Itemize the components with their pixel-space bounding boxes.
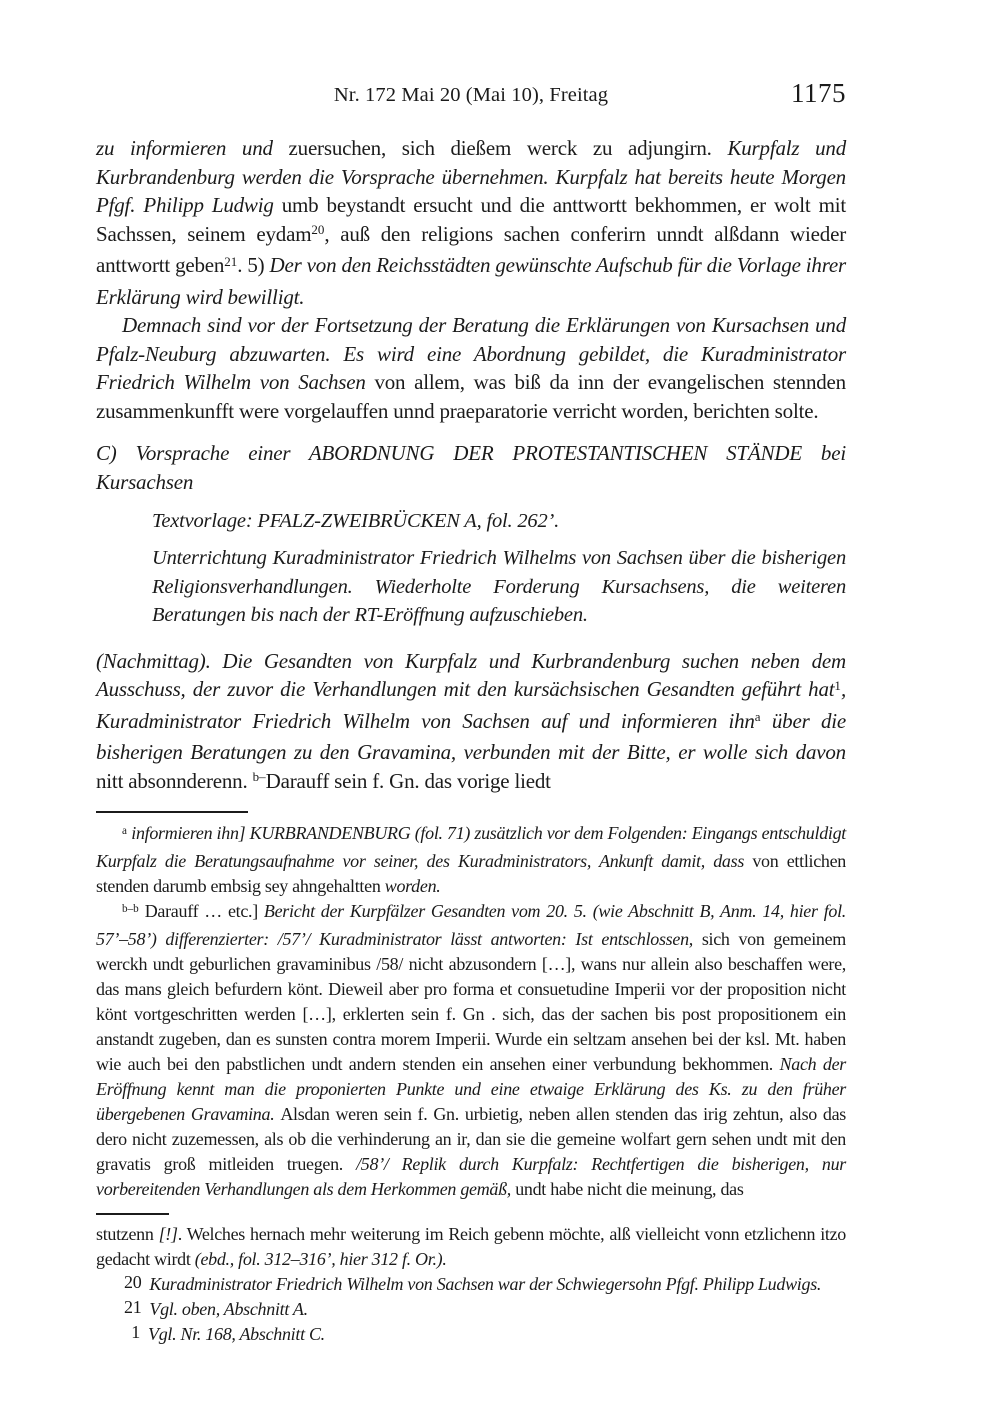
text-segment: [!] <box>158 1224 178 1244</box>
text-segment: . 5) <box>237 253 270 277</box>
text-segment: (Nachmittag). Die Gesandten von Kurpfalz und Kurbrandenburg suchen neben dem Ausschuss, der zuvor die Verhandlungen mit den kursächsischen Gesandten geführt hat <box>96 648 846 701</box>
text-segment: von allem, was biß da inn der evangelischen stennden zusammenkunfft were vorgelauffen unnd praeparatorie verricht worden, berichten solte. <box>96 370 846 423</box>
text-segment: . Welches hernach mehr weiterung im Reich gebenn möchte, alß vielleicht vonn etzlichenn itzo gedacht wirdt <box>96 1224 846 1269</box>
text-segment: Vgl. Nr. 168, Abschnitt C. <box>148 1324 325 1344</box>
text-segment: zu informieren und <box>96 136 273 160</box>
text-segment: umb beystandt ersucht und die anttwortt bekhommen, er wolt mit Sachssen, seinem eydam <box>96 193 846 246</box>
text-segment: Demnach sind vor der Fortsetzung der Beratung die Erklärungen von Kursachsen und Pfalz-Neuburg abzuwarten. Es wird eine Abordnung gebildet, die Kuradministrator Friedrich Wilhelm von Sachsen <box>96 313 846 394</box>
text-segment: undt habe nicht die meinung, das <box>515 1179 744 1199</box>
text-segment: Nach der Eröffnung kennt man die proponierten Punkte und eine etwaige Erklärung des Ks. zu den früher übergebenen Gravamina. <box>96 1054 846 1124</box>
text-segment: Der von den Reichsstädten gewünschte Aufschub für die Vorlage ihrer Erklärung wird bewilligt. <box>96 253 846 309</box>
footnote-number: 21 <box>124 1296 142 1317</box>
text-segment: stutzenn <box>96 1224 159 1244</box>
running-head: Nr. 172 Mai 20 (Mai 10), Freitag <box>333 84 609 106</box>
text-segment: Textvorlage: PFALZ-ZWEIBRÜCKEN A, fol. 262’. <box>152 510 560 532</box>
footnote-marker: a <box>754 709 761 725</box>
text-segment: sich von gemeinem werckh undt geburlichen gravaminibus /58/ nicht abzusondern […], wans nur allein also beschaffen were, das mans gleich befurdern könt. Dieweil aber pro forma et consuetudine Imperii vor der proposition nicht könt vortgeschritten werden […], erklerten sein f. Gn . sich, das der sachen bis post propositionem ein anstandt zugeben, dan es sunsten contra morem Imperii. Wurde ein seltzam ansehen bei der ksl. Mt. haben wie auch bei den pabstlichen undt andern stenden ein ansehen einer verbundung bekhommen. <box>96 929 846 1074</box>
text-segment: Bericht der Kurpfälzer Gesandten vom 20. 5. (wie Abschnitt B, Anm. 14, hier fol. 57’–58’) differenzierter: /57’/ Kuradministrator lässt antworten: Ist entschlossen, <box>96 901 846 949</box>
text-segment: , Kuradministrator Friedrich Wilhelm von Sachsen auf und informieren ihn <box>96 677 846 733</box>
textvorlage-line <box>152 507 846 535</box>
text-segment: nitt absonnderenn. <box>96 768 253 793</box>
text-segment: /58’/ Replik durch Kurpfalz: Rechtfertigen die bisherigen, nur vorbereitenden Verhandlungen als dem Herkommen gemäß, <box>96 1154 846 1199</box>
section-c-summary <box>152 544 846 630</box>
section-c-heading <box>96 439 846 497</box>
footnote-continuation-rule <box>96 1213 169 1215</box>
text-segment: Kuradministrator Friedrich Wilhelm von Sachsen war der Schwiegersohn Pfgf. Philipp Ludwigs. <box>149 1274 822 1294</box>
paragraph-demnach <box>96 311 846 425</box>
text-segment: Alsdan weren sein f. Gn. urbietig, neben allen stenden das irig zehtun, also das dero nicht zuzemessen, als ob die verhinderung an ir, dan sie die gemeine wolfart gern sehen undt mit den gravatis groß mitleiden truegen. <box>96 1104 847 1174</box>
text-segment: worden. <box>384 876 441 896</box>
text-segment: über die bisherigen Beratungen zu den Gravamina, verbunden mit der Bitte, er wolle sich davon <box>96 708 846 764</box>
paragraph-continuation-top <box>96 134 846 311</box>
text-segment: zuersuchen, sich dießem werck zu adjungirn. <box>272 136 728 160</box>
footnote-marker: 21 <box>224 253 238 269</box>
text-segment: Darauff … etc.] <box>138 901 264 921</box>
text-segment: Unterrichtung Kuradministrator Friedrich Wilhelms von Sachsen über die bisherigen Religionsverhandlungen. Wiederholte Forderung Kursachsens, die weiteren Beratungen bis nach der RT-Eröffnung aufzuschieben. <box>152 547 846 626</box>
footnote-marker: b– <box>252 769 266 785</box>
footnote-apparatus <box>96 821 846 1347</box>
paragraph-nachmittag <box>96 647 846 799</box>
footnote-marker: a <box>122 824 127 837</box>
text-segment: (ebd., fol. 312–316’, hier 312 f. Or.). <box>194 1249 447 1269</box>
footnote-number: 1 <box>131 1321 140 1342</box>
footnote-marker: b–b <box>122 902 139 915</box>
footnote-1 <box>96 1322 846 1347</box>
page-header <box>96 78 846 112</box>
text-segment: Darauff sein f. Gn. das vorige liedt <box>265 768 551 793</box>
footnote-b <box>96 899 846 1202</box>
text-segment: , auß den religions sachen conferirn unndt alßdann wieder anttwortt geben <box>96 221 846 277</box>
footnote-marker: 1 <box>834 677 841 693</box>
text-segment: Vgl. oben, Abschnitt A. <box>149 1299 308 1319</box>
footnote-21 <box>96 1297 846 1322</box>
text-segment: von ettlichen stenden darumb embsig sey ahngehaltten <box>96 851 846 896</box>
text-segment: C) Vorsprache einer ABORDNUNG DER PROTESTANTISCHEN STÄNDE bei Kursachsen <box>96 441 846 494</box>
footnote-20 <box>96 1272 846 1297</box>
text-segment: informieren ihn] KURBRANDENBURG (fol. 71) zusätzlich vor dem Folgenden: Eingangs entschuldigt Kurpfalz die Beratungsaufnahme vor seiner, des Kuradministrators, Ankunft damit, dass <box>96 823 846 871</box>
footnote-continuation <box>96 1222 846 1272</box>
footnote-number: 20 <box>124 1271 142 1292</box>
footnote-a <box>96 821 846 899</box>
footnote-marker: 20 <box>311 222 325 238</box>
text-segment: Kurpfalz und Kurbrandenburg werden die Vorsprache übernehmen. Kurpfalz hat bereits heute Morgen Pfgf. Philipp Ludwig <box>96 136 846 217</box>
page-number: 1175 <box>791 78 846 108</box>
footnote-separator-rule <box>96 811 248 813</box>
